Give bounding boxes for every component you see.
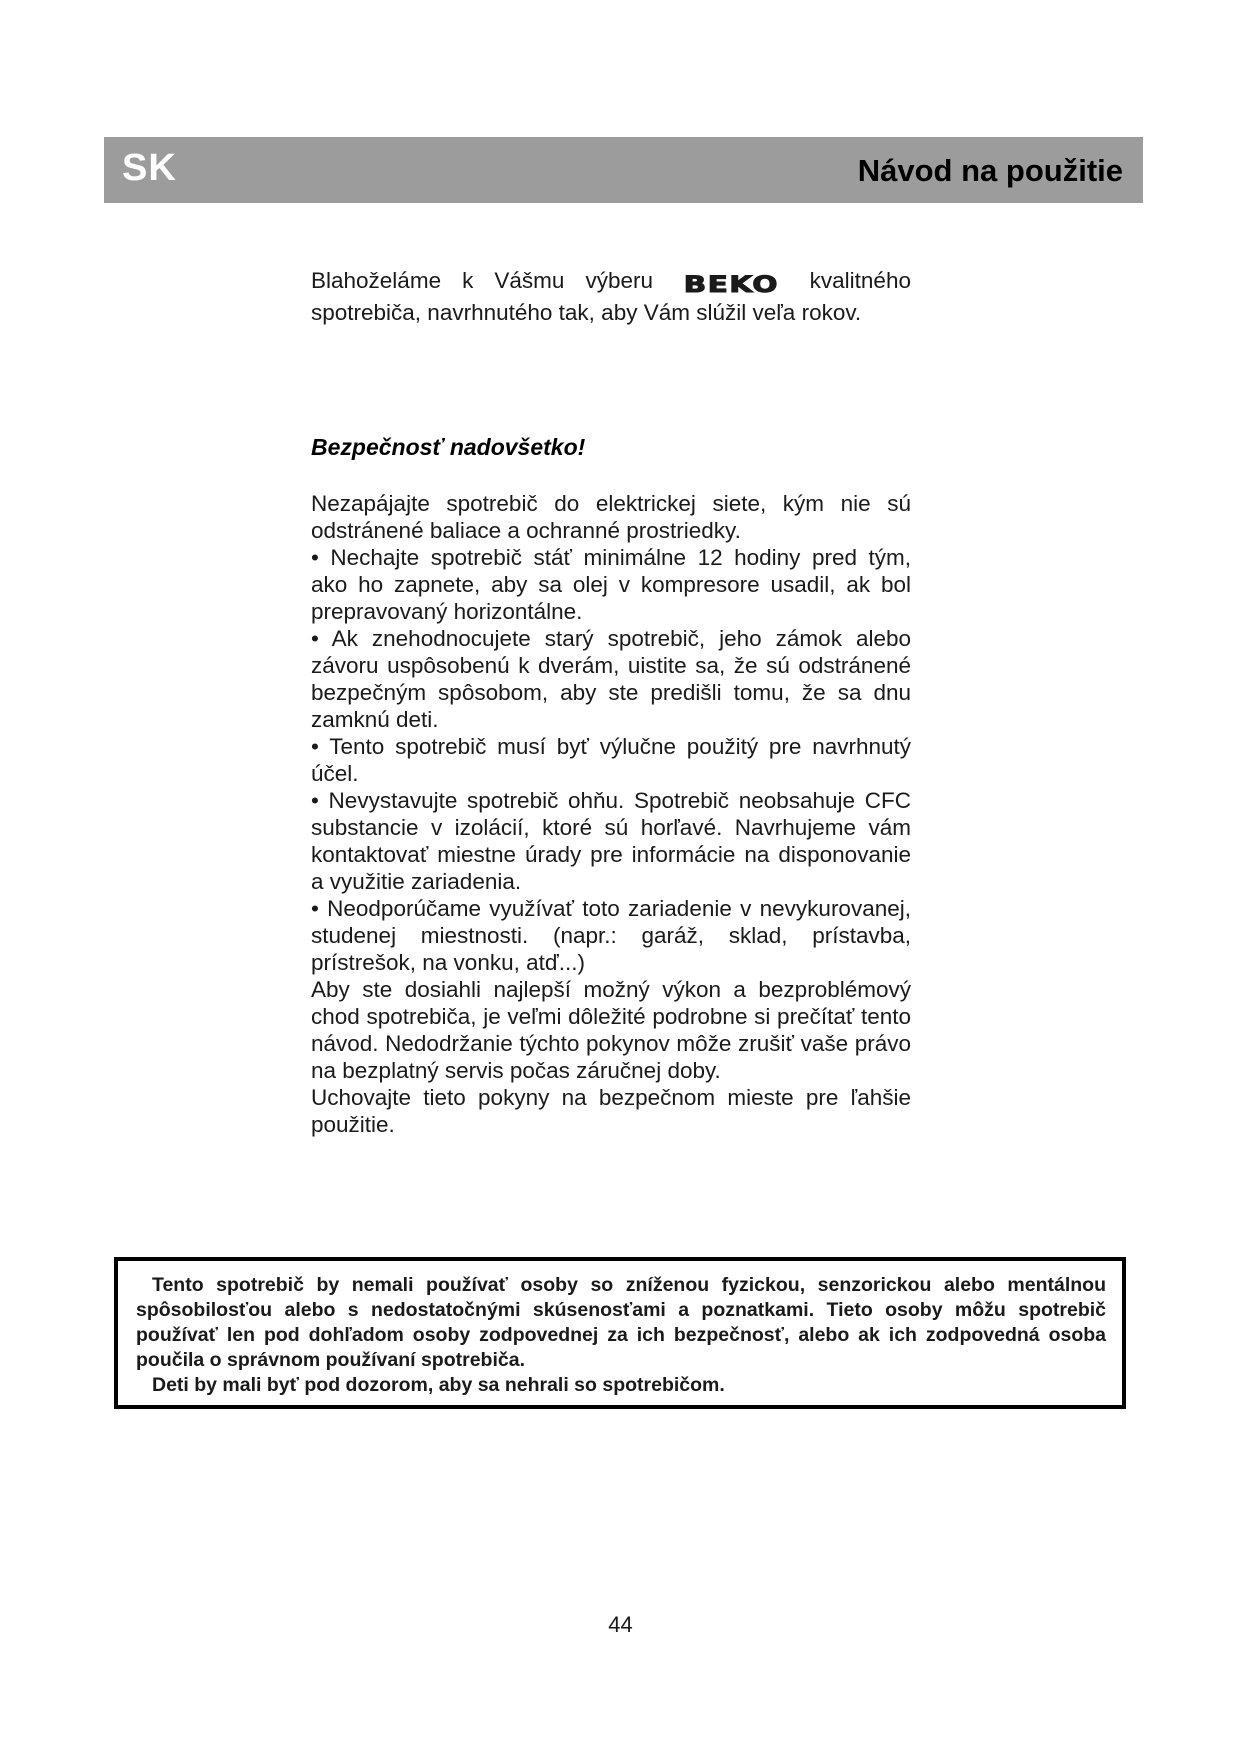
intro-text-after: kvalitného spotrebiča, navrhnutého tak, aby Vám slúžil veľa rokov. [311, 268, 911, 325]
safety-paragraph: Aby ste dosiahli najlepší možný výkon a bezproblémový chod spotrebiča, je veľmi dôležité podrobne si prečítať tento návod. Nedodržanie týchto pokynov môže zrušiť vaše právo na bezplatný servis počas záručnej doby. [311, 977, 911, 1083]
safety-paragraph: Uchovajte tieto pokyny na bezpečnom mieste pre ľahšie použitie. [311, 1085, 911, 1137]
warning-paragraph: Tento spotrebič by nemali používať osoby so zníženou fyzickou, senzorickou alebo mentálnou spôsobilosťou alebo s nedostatočnými skúsenosťami a poznatkami. Tieto osoby môžu spotrebič používať len pod dohľadom osoby zodpovednej za ich bezpečnosť, alebo ak ich zodpovedná osoba poučila o správnom používaní spotrebiča. [136, 1274, 1106, 1371]
language-code: SK [122, 147, 177, 189]
safety-paragraph: Nezapájajte spotrebič do elektrickej siete, kým nie sú odstránené baliace a ochranné prostriedky. [311, 491, 911, 543]
brand-logo: BEKO [683, 273, 779, 298]
safety-bullet: • Neodporúčame využívať toto zariadenie v nevykurovanej, studenej miestnosti. (napr.: garáž, sklad, prístavba, prístrešok, na vonku, atď...) [311, 896, 911, 975]
safety-bullet: • Nevystavujte spotrebič ohňu. Spotrebič neobsahuje CFC substancie v izolácií, ktoré sú horľavé. Navrhujeme vám kontaktovať miestne úrady pre informácie na disponovanie a využitie zariadenia. [311, 788, 911, 894]
warning-box [114, 1257, 1126, 1409]
page-number: 44 [608, 1612, 633, 1637]
warning-children-note: Deti by mali byť pod dozorom, aby sa nehrali so spotrebičom. [152, 1374, 725, 1396]
safety-bullet: • Nechajte spotrebič stáť minimálne 12 hodiny pred tým, ako ho zapnete, aby sa olej v kompresore usadil, ak bol prepravovaný horizontálne. [311, 545, 911, 624]
safety-section [311, 490, 911, 1138]
intro-paragraph [311, 267, 911, 326]
safety-title: Bezpečnosť nadovšetko! [311, 434, 586, 460]
intro-section [311, 267, 911, 326]
page-title: Návod na použitie [857, 153, 1123, 188]
header-bar [104, 137, 1143, 203]
intro-text-before: Blahoželáme k Vášmu výberu [311, 268, 653, 293]
safety-bullet: • Ak znehodnocujete starý spotrebič, jeho zámok alebo závoru uspôsobenú k dverám, uistite sa, že sú odstránené bezpečným spôsobom, aby ste predišli tomu, že sa dnu zamknú deti. [311, 626, 911, 732]
safety-bullet: • Tento spotrebič musí byť výlučne použitý pre navrhnutý účel. [311, 734, 911, 786]
